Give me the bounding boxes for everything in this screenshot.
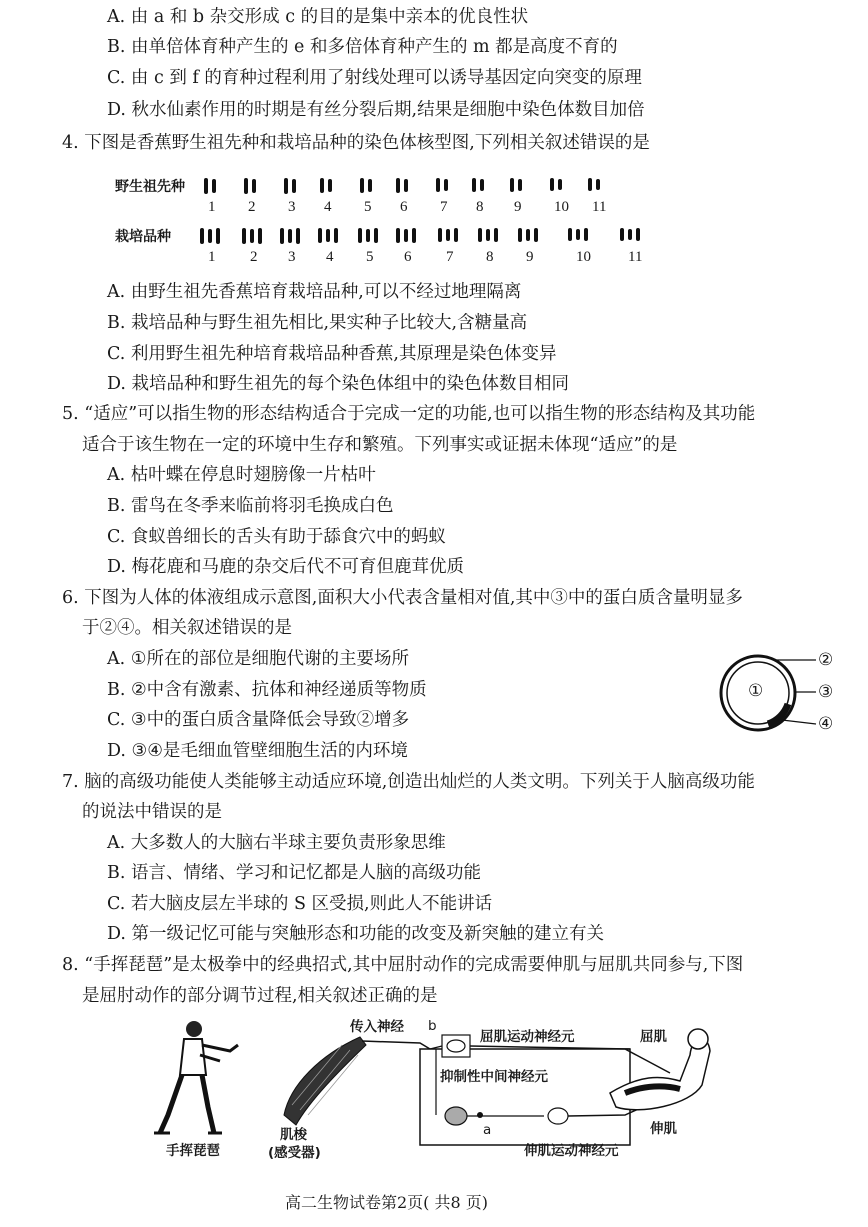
- q5-option-d: D. 梅花鹿和马鹿的杂交后代不可育但鹿茸优质: [107, 557, 465, 577]
- chromosome: [374, 228, 378, 243]
- q6-stem-line1: 6. 下图为人体的体液组成示意图,面积大小代表含量相对值,其中③中的蛋白质含量明显多: [62, 588, 743, 608]
- chromosome: [216, 228, 220, 244]
- flexor-motor-neuron-label: 屈肌运动神经元: [480, 1029, 575, 1045]
- chromosome: [208, 229, 212, 243]
- chromosome: [510, 178, 514, 192]
- cultivated-chromosome-number: 2: [250, 249, 258, 265]
- q5-stem-line1: 5. “适应”可以指生物的形态结构适合于完成一定的功能,也可以指生物的形态结构及其功能: [62, 404, 756, 424]
- chromosome: [258, 228, 262, 244]
- wild-label: 野生祖先种: [115, 179, 185, 195]
- q4-stem: 4. 下图是香蕉野生祖先种和栽培品种的染色体核型图,下列相关叙述错误的是: [62, 133, 650, 153]
- cultivated-chromosome-number: 7: [446, 249, 454, 265]
- extensor-label: 伸肌: [650, 1121, 677, 1137]
- chromosome: [200, 228, 204, 244]
- cultivated-chromosome-number: 1: [208, 249, 216, 265]
- chromosome: [584, 228, 588, 241]
- wild-chromosome-number: 2: [248, 199, 256, 215]
- wild-chromosome-number: 10: [554, 199, 569, 215]
- chromosome: [280, 228, 284, 244]
- chromosome: [328, 179, 332, 192]
- wild-chromosome-number: 7: [440, 199, 448, 215]
- cultivated-chromosome-number: 4: [326, 249, 334, 265]
- q7-stem-line2: 的说法中错误的是: [82, 802, 222, 822]
- chromosome: [366, 229, 370, 242]
- q5-option-b: B. 雷鸟在冬季来临前将羽毛换成白色: [107, 496, 394, 516]
- karyotype-figure: [112, 166, 752, 272]
- q6-option-c: C. ③中的蛋白质含量降低会导致②增多: [107, 710, 410, 730]
- cultivated-chromosome-number: 11: [628, 249, 643, 265]
- wild-chromosome-number: 5: [364, 199, 372, 215]
- cultivated-chromosome-number: 8: [486, 249, 494, 265]
- chromosome: [318, 228, 322, 243]
- q8-stem-line2: 是屈肘动作的部分调节过程,相关叙述正确的是: [82, 986, 438, 1006]
- chromosome: [244, 178, 248, 194]
- label-1: ①: [748, 681, 764, 701]
- chromosome: [250, 229, 254, 243]
- chromosome: [212, 179, 216, 193]
- q3-option-c: C. 由 c 到 f 的育种过程利用了射线处理可以诱导基因定向突变的原理: [107, 68, 642, 88]
- chromosome: [334, 228, 338, 243]
- chromosome: [368, 179, 372, 192]
- cultivated-chromosome-number: 9: [526, 249, 534, 265]
- chromosome: [480, 179, 484, 191]
- cultivated-chromosome-number: 5: [366, 249, 374, 265]
- q4-option-a: A. 由野生祖先香蕉培育栽培品种,可以不经过地理隔离: [107, 282, 522, 302]
- chromosome: [446, 229, 450, 241]
- chromosome: [284, 178, 288, 194]
- wild-chromosome-number: 8: [476, 199, 484, 215]
- label-3: ③: [818, 682, 834, 702]
- q6-option-a: A. ①所在的部位是细胞代谢的主要场所: [107, 649, 409, 669]
- chromosome: [360, 178, 364, 193]
- chromosome: [358, 228, 362, 243]
- q5-option-c: C. 食蚁兽细长的舌头有助于舔食穴中的蚂蚁: [107, 527, 446, 547]
- taichi-caption: 手挥琵琶: [166, 1143, 220, 1159]
- chromosome: [494, 228, 498, 242]
- muscle-spindle-label: 肌梭: [280, 1127, 307, 1143]
- label-b: b: [428, 1018, 437, 1034]
- wild-chromosome-number: 3: [288, 199, 296, 215]
- chromosome: [438, 228, 442, 242]
- wild-chromosome-number: 11: [592, 199, 607, 215]
- chromosome: [242, 228, 246, 244]
- chromosome: [518, 179, 522, 191]
- afferent-nerve-label: 传入神经: [350, 1019, 404, 1035]
- chromosome: [288, 229, 292, 243]
- cultivated-chromosome-number: 10: [576, 249, 591, 265]
- q4-option-d: D. 栽培品种和野生祖先的每个染色体组中的染色体数目相同: [107, 374, 570, 394]
- chromosome: [444, 179, 448, 191]
- chromosome: [518, 228, 522, 242]
- reflex-diagram: [268, 1015, 720, 1161]
- chromosome: [454, 228, 458, 242]
- wild-chromosome-number: 9: [514, 199, 522, 215]
- chromosome: [326, 229, 330, 242]
- chromosome: [412, 228, 416, 243]
- chromosome: [550, 178, 554, 191]
- q7-option-a: A. 大多数人的大脑右半球主要负责形象思维: [107, 833, 446, 853]
- label-2: ②: [818, 650, 834, 670]
- chromosome: [478, 228, 482, 242]
- q7-stem-line1: 7. 脑的高级功能使人类能够主动适应环境,创造出灿烂的人类文明。下列关于人脑高级功能: [62, 772, 755, 792]
- page-footer: 高二生物试卷第2页( 共8 页): [285, 1193, 489, 1212]
- q3-option-a: A. 由 a 和 b 杂交形成 c 的目的是集中亲本的优良性状: [107, 7, 529, 27]
- cultivated-label: 栽培品种: [115, 229, 171, 245]
- chromosome: [252, 179, 256, 193]
- wild-chromosome-number: 6: [400, 199, 408, 215]
- q3-option-b: B. 由单倍体育种产生的 e 和多倍体育种产生的 m 都是高度不育的: [107, 37, 618, 57]
- body-fluid-diagram: [712, 648, 852, 748]
- chromosome: [204, 178, 208, 194]
- receptor-label: (感受器): [268, 1145, 321, 1161]
- chromosome: [320, 178, 324, 193]
- chromosome: [588, 178, 592, 191]
- chromosome: [436, 178, 440, 192]
- q5-option-a: A. 枯叶蝶在停息时翅膀像一片枯叶: [107, 465, 376, 485]
- q8-stem-line1: 8. “手挥琵琶”是太极拳中的经典招式,其中屈肘动作的完成需要伸肌与屈肌共同参与,下图: [62, 955, 744, 975]
- chromosome: [558, 179, 562, 190]
- q7-option-c: C. 若大脑皮层左半球的 S 区受损,则此人不能讲话: [107, 894, 493, 914]
- chromosome: [486, 229, 490, 241]
- cultivated-chromosome-number: 3: [288, 249, 296, 265]
- chromosome: [568, 228, 572, 241]
- q6-option-d: D. ③④是毛细血管壁细胞生活的内环境: [107, 741, 408, 761]
- chromosome: [404, 229, 408, 242]
- taichi-figure: [150, 1015, 260, 1160]
- chromosome: [596, 179, 600, 190]
- cultivated-chromosome-number: 6: [404, 249, 412, 265]
- chromosome: [636, 228, 640, 241]
- q7-option-b: B. 语言、情绪、学习和记忆都是人脑的高级功能: [107, 863, 481, 883]
- flexor-label: 屈肌: [640, 1029, 667, 1045]
- chromosome: [526, 229, 530, 241]
- chromosome: [292, 179, 296, 193]
- q6-stem-line2: 于②④。相关叙述错误的是: [82, 618, 292, 638]
- chromosome: [396, 178, 400, 193]
- chromosome: [396, 228, 400, 243]
- label-a: a: [483, 1122, 492, 1138]
- extensor-motor-neuron-label: 伸肌运动神经元: [524, 1143, 619, 1159]
- chromosome: [620, 228, 624, 241]
- q3-option-d: D. 秋水仙素作用的时期是有丝分裂后期,结果是细胞中染色体数目加倍: [107, 100, 645, 120]
- chromosome: [404, 179, 408, 192]
- chromosome: [628, 229, 632, 240]
- q4-option-b: B. 栽培品种与野生祖先相比,果实种子比较大,含糖量高: [107, 313, 528, 333]
- wild-chromosome-number: 1: [208, 199, 216, 215]
- inhibitory-interneuron-label: 抑制性中间神经元: [440, 1069, 548, 1085]
- q7-option-d: D. 第一级记忆可能与突触形态和功能的改变及新突触的建立有关: [107, 924, 605, 944]
- wild-chromosome-number: 4: [324, 199, 332, 215]
- q5-stem-line2: 适合于该生物在一定的环境中生存和繁殖。下列事实或证据未体现“适应”的是: [82, 435, 678, 455]
- chromosome: [296, 228, 300, 244]
- q4-option-c: C. 利用野生祖先种培育栽培品种香蕉,其原理是染色体变异: [107, 344, 557, 364]
- q6-option-b: B. ②中含有激素、抗体和神经递质等物质: [107, 680, 427, 700]
- taichi-person-illustration: [150, 1015, 260, 1140]
- label-4: ④: [818, 714, 834, 734]
- chromosome: [576, 229, 580, 240]
- chromosome: [472, 178, 476, 192]
- chromosome: [534, 228, 538, 242]
